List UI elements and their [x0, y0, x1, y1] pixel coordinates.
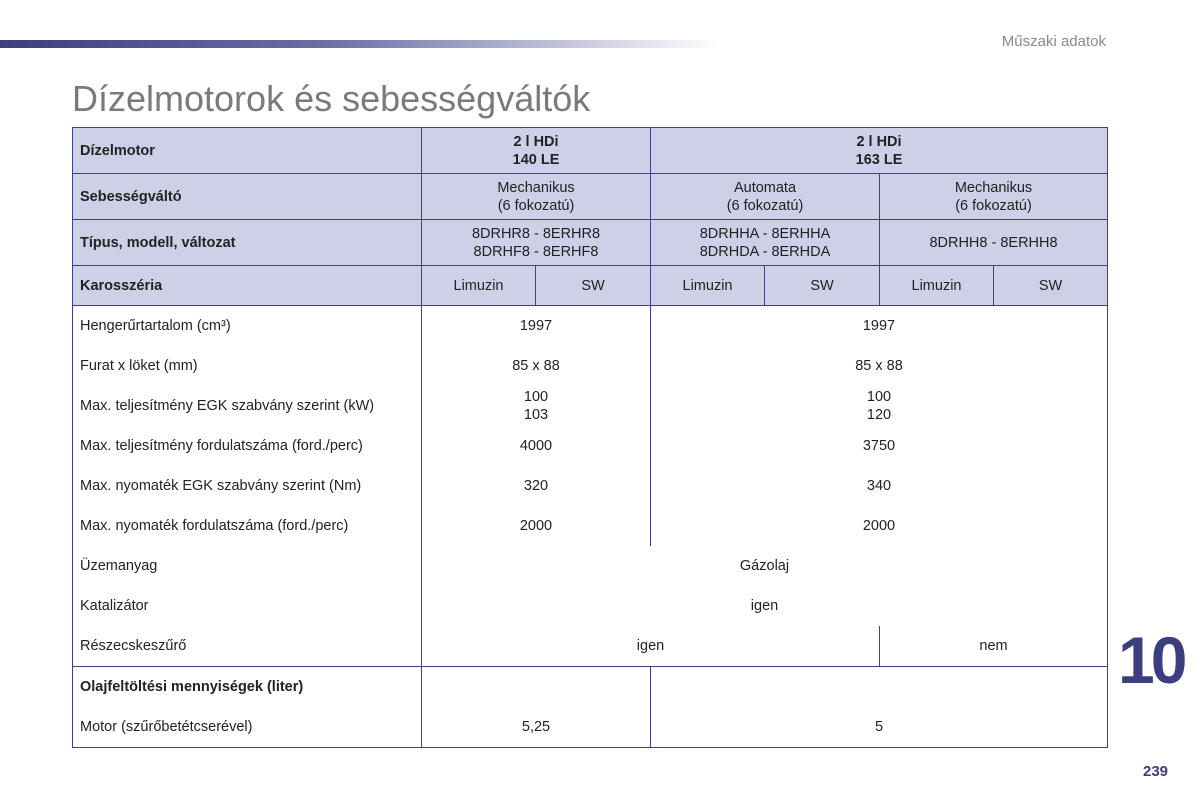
row-label: Max. teljesítmény fordulatszáma (ford./perc) [73, 426, 422, 466]
gearbox-2-type: Automata [733, 179, 797, 196]
value-a: 5,25 [422, 707, 651, 748]
value-line: 120 [866, 407, 892, 423]
page-number: 239 [1143, 763, 1169, 780]
value-a: igen [422, 626, 880, 667]
table-row-torque-rpm [73, 506, 1108, 546]
type-code: 8DRHDA - 8ERHDA [699, 243, 831, 260]
body-cell: Limuzin [651, 266, 765, 306]
body-cell: Limuzin [422, 266, 536, 306]
type-code: 8DRHH8 - 8ERHH8 [929, 234, 1058, 251]
value-b: 2000 [651, 506, 1108, 546]
type-code: 8DRHF8 - 8ERHF8 [473, 243, 599, 260]
table-row-torque [73, 466, 1108, 506]
value-a: 2000 [422, 506, 651, 546]
row-label: Hengerűrtartalom (cm³) [73, 306, 422, 347]
value-a: 320 [422, 466, 651, 506]
engine-spec-table [72, 127, 1108, 748]
value-line: 100 [523, 389, 549, 405]
row-label: Furat x löket (mm) [73, 346, 422, 386]
row-label: Részecskeszűrő [73, 626, 422, 667]
table-row-displacement [73, 306, 1108, 347]
row-label: Max. nyomaték fordulatszáma (ford./perc) [73, 506, 422, 546]
row-label: Üzemanyag [73, 546, 422, 586]
engine-a-cell [422, 128, 651, 174]
engine-label: Dízelmotor [73, 128, 422, 174]
chapter-number: 10 [1118, 623, 1184, 697]
table-row-type [73, 220, 1108, 266]
value-b: 340 [651, 466, 1108, 506]
gearbox-cell-1 [422, 174, 651, 220]
row-label: Katalizátor [73, 586, 422, 626]
engine-b-cell [651, 128, 1108, 174]
row-label: Max. teljesítmény EGK szabvány szerint (kW) [73, 386, 422, 426]
table-row-particle-filter [73, 626, 1108, 667]
value-all: igen [422, 586, 1108, 626]
table-row-power-rpm [73, 426, 1108, 466]
row-label: Max. nyomaték EGK szabvány szerint (Nm) [73, 466, 422, 506]
engine-b-name: 2 l HDi [856, 133, 902, 150]
header-decorative-bar [0, 40, 720, 48]
value-b: 5 [651, 707, 1108, 748]
value-line: 103 [523, 407, 549, 423]
value-b [651, 667, 1108, 708]
value-a: 4000 [422, 426, 651, 466]
type-code: 8DRHHA - 8ERHHA [699, 225, 831, 242]
gearbox-3-gears: (6 fokozatú) [955, 197, 1032, 214]
table-row-catalyst [73, 586, 1108, 626]
gearbox-1-type: Mechanikus [497, 179, 575, 196]
row-label: Olajfeltöltési mennyiségek (liter) [73, 667, 422, 708]
value-b: 85 x 88 [651, 346, 1108, 386]
body-cell: SW [765, 266, 880, 306]
table-row-power [73, 386, 1108, 426]
body-cell: SW [994, 266, 1108, 306]
gearbox-1-gears: (6 fokozatú) [497, 197, 575, 214]
type-label: Típus, modell, változat [73, 220, 422, 266]
value-a [422, 386, 651, 426]
table-row-bore [73, 346, 1108, 386]
table-row-engine-oil [73, 707, 1108, 748]
table-row-fuel [73, 546, 1108, 586]
page-title: Dízelmotorok és sebességváltók [72, 78, 591, 119]
value-a: 85 x 88 [422, 346, 651, 386]
value-b [651, 386, 1108, 426]
table-row-oil-heading [73, 667, 1108, 708]
gearbox-cell-3 [880, 174, 1108, 220]
body-label: Karosszéria [73, 266, 422, 306]
table-row-gearbox [73, 174, 1108, 220]
value-b: nem [880, 626, 1108, 667]
type-code: 8DRHR8 - 8ERHR8 [471, 225, 601, 242]
value-a [422, 667, 651, 708]
row-label: Motor (szűrőbetétcserével) [73, 707, 422, 748]
body-cell: Limuzin [880, 266, 994, 306]
section-title: Műszaki adatok [1001, 33, 1106, 50]
table-row-engine [73, 128, 1108, 174]
type-cell-3 [880, 220, 1108, 266]
gearbox-2-gears: (6 fokozatú) [726, 197, 804, 214]
type-cell-2 [651, 220, 880, 266]
gearbox-3-type: Mechanikus [954, 179, 1033, 196]
body-cell: SW [536, 266, 651, 306]
value-b: 1997 [651, 306, 1108, 347]
type-cell-1 [422, 220, 651, 266]
value-all: Gázolaj [422, 546, 1108, 586]
gearbox-cell-2 [651, 174, 880, 220]
value-line: 100 [866, 389, 892, 405]
table-row-body [73, 266, 1108, 306]
engine-b-power: 163 LE [855, 151, 903, 168]
value-b: 3750 [651, 426, 1108, 466]
engine-a-power: 140 LE [512, 151, 560, 168]
gearbox-label: Sebességváltó [73, 174, 422, 220]
engine-a-name: 2 l HDi [513, 133, 559, 150]
value-a: 1997 [422, 306, 651, 347]
